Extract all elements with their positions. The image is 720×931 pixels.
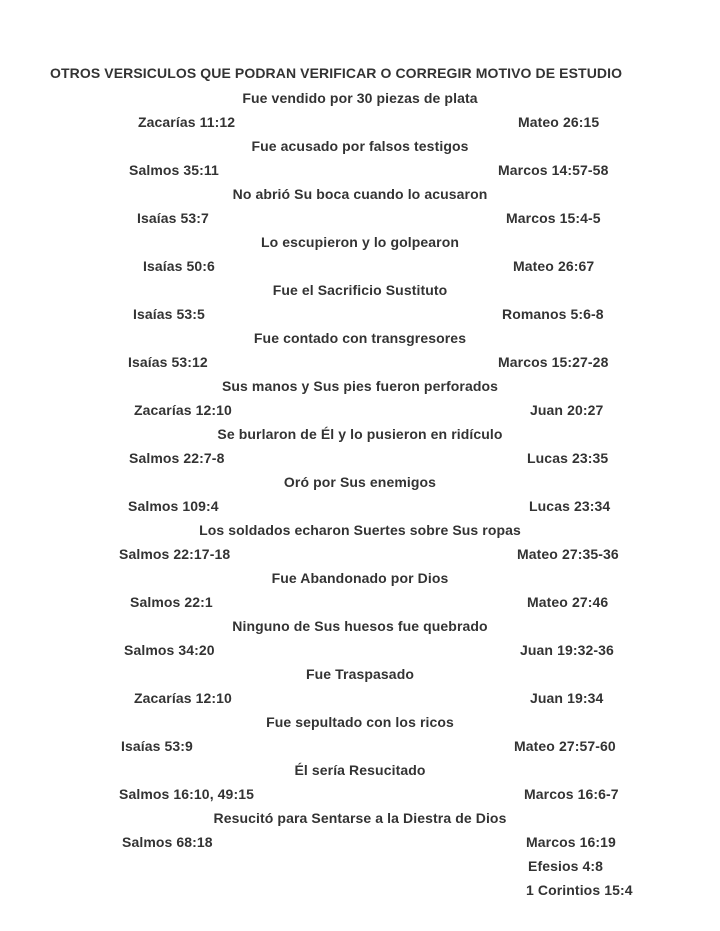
verse-entry — [0, 424, 720, 472]
new-testament-reference: Marcos 15:4-5 — [506, 210, 601, 226]
old-testament-reference: Salmos 68:18 — [122, 834, 213, 850]
old-testament-reference: Salmos 35:11 — [129, 162, 219, 178]
old-testament-reference: Isaías 53:7 — [137, 210, 209, 226]
new-testament-reference: Juan 19:34 — [530, 690, 604, 706]
reference-row — [0, 160, 720, 184]
old-testament-reference: Salmos 22:17-18 — [119, 546, 231, 562]
page-title: OTROS VERSICULOS QUE PODRAN VERIFICAR O CORREGIR MOTIVO DE ESTUDIO — [50, 65, 623, 81]
reference-row — [0, 352, 720, 376]
verse-entry — [0, 328, 720, 376]
old-testament-reference: Zacarías 12:10 — [134, 402, 232, 418]
reference-row — [0, 496, 720, 520]
reference-row — [0, 832, 720, 856]
new-testament-reference: Marcos 16:6-7 — [524, 786, 619, 802]
verse-entry — [0, 376, 720, 424]
old-testament-reference: Isaías 53:12 — [128, 354, 208, 370]
new-testament-reference: Juan 19:32-36 — [520, 642, 614, 658]
old-testament-reference: Salmos 109:4 — [128, 498, 219, 514]
old-testament-reference: Zacarías 11:12 — [138, 114, 236, 130]
entry-title: Resucitó para Sentarse a la Diestra de Dios — [213, 810, 507, 826]
entry-title: Lo escupieron y lo golpearon — [260, 234, 460, 250]
verse-entry — [0, 760, 720, 808]
verse-entry — [0, 664, 720, 712]
verse-entry — [0, 280, 720, 328]
reference-row — [0, 856, 720, 880]
new-testament-reference: Juan 20:27 — [530, 402, 604, 418]
reference-row — [0, 112, 720, 136]
reference-row — [0, 592, 720, 616]
old-testament-reference: Salmos 34:20 — [124, 642, 215, 658]
entry-title: Oró por Sus enemigos — [283, 474, 437, 490]
reference-row — [0, 400, 720, 424]
verse-entry — [0, 472, 720, 520]
reference-row — [0, 304, 720, 328]
verse-entry — [0, 616, 720, 664]
verse-entry — [0, 568, 720, 616]
reference-row — [0, 256, 720, 280]
verse-entry — [0, 520, 720, 568]
entry-title: Él sería Resucitado — [294, 762, 426, 778]
entry-title: Fue Traspasado — [306, 666, 414, 682]
verse-entry — [0, 184, 720, 232]
entry-title: No abrió Su boca cuando lo acusaron — [232, 186, 488, 202]
verse-entry — [0, 232, 720, 280]
entry-title: Fue vendido por 30 piezas de plata — [242, 90, 478, 106]
verse-entry — [0, 136, 720, 184]
reference-row — [0, 688, 720, 712]
entry-title: Sus manos y Sus pies fueron perforados — [221, 378, 499, 394]
new-testament-reference: Efesios 4:8 — [528, 858, 604, 874]
old-testament-reference: Isaías 50:6 — [143, 258, 215, 274]
old-testament-reference: Isaías 53:5 — [133, 306, 205, 322]
new-testament-reference: Lucas 23:34 — [529, 498, 611, 514]
old-testament-reference: Salmos 22:1 — [130, 594, 213, 610]
reference-row — [0, 880, 720, 904]
entry-title: Fue Abandonado por Dios — [271, 570, 449, 586]
new-testament-reference: Marcos 15:27-28 — [498, 354, 609, 370]
new-testament-reference: Marcos 16:19 — [526, 834, 616, 850]
verse-entry — [0, 808, 720, 904]
reference-row — [0, 784, 720, 808]
new-testament-reference: Mateo 26:67 — [513, 258, 595, 274]
verse-entry — [0, 712, 720, 760]
new-testament-reference: Mateo 27:46 — [527, 594, 609, 610]
reference-row — [0, 544, 720, 568]
old-testament-reference: Isaías 53:9 — [121, 738, 193, 754]
verse-list — [0, 88, 720, 904]
entry-title: Fue acusado por falsos testigos — [251, 138, 469, 154]
old-testament-reference: Salmos 22:7-8 — [129, 450, 225, 466]
entry-title: Ninguno de Sus huesos fue quebrado — [232, 618, 488, 634]
new-testament-reference: 1 Corintios 15:4 — [526, 882, 633, 898]
new-testament-reference: Mateo 27:35-36 — [517, 546, 619, 562]
entry-title: Los soldados echaron Suertes sobre Sus ropas — [199, 522, 521, 538]
verse-entry — [0, 88, 720, 136]
new-testament-reference: Romanos 5:6-8 — [502, 306, 604, 322]
entry-title: Fue el Sacrificio Sustituto — [272, 282, 448, 298]
entry-title: Se burlaron de Él y lo pusieron en ridículo — [217, 426, 503, 442]
new-testament-reference: Lucas 23:35 — [527, 450, 609, 466]
old-testament-reference: Zacarías 12:10 — [134, 690, 232, 706]
entry-title: Fue contado con transgresores — [253, 330, 467, 346]
new-testament-reference: Mateo 27:57-60 — [514, 738, 616, 754]
reference-row — [0, 208, 720, 232]
new-testament-reference: Marcos 14:57-58 — [498, 162, 609, 178]
reference-row — [0, 736, 720, 760]
entry-title: Fue sepultado con los ricos — [266, 714, 454, 730]
reference-row — [0, 448, 720, 472]
old-testament-reference: Salmos 16:10, 49:15 — [119, 786, 254, 802]
reference-row — [0, 640, 720, 664]
new-testament-reference: Mateo 26:15 — [518, 114, 600, 130]
